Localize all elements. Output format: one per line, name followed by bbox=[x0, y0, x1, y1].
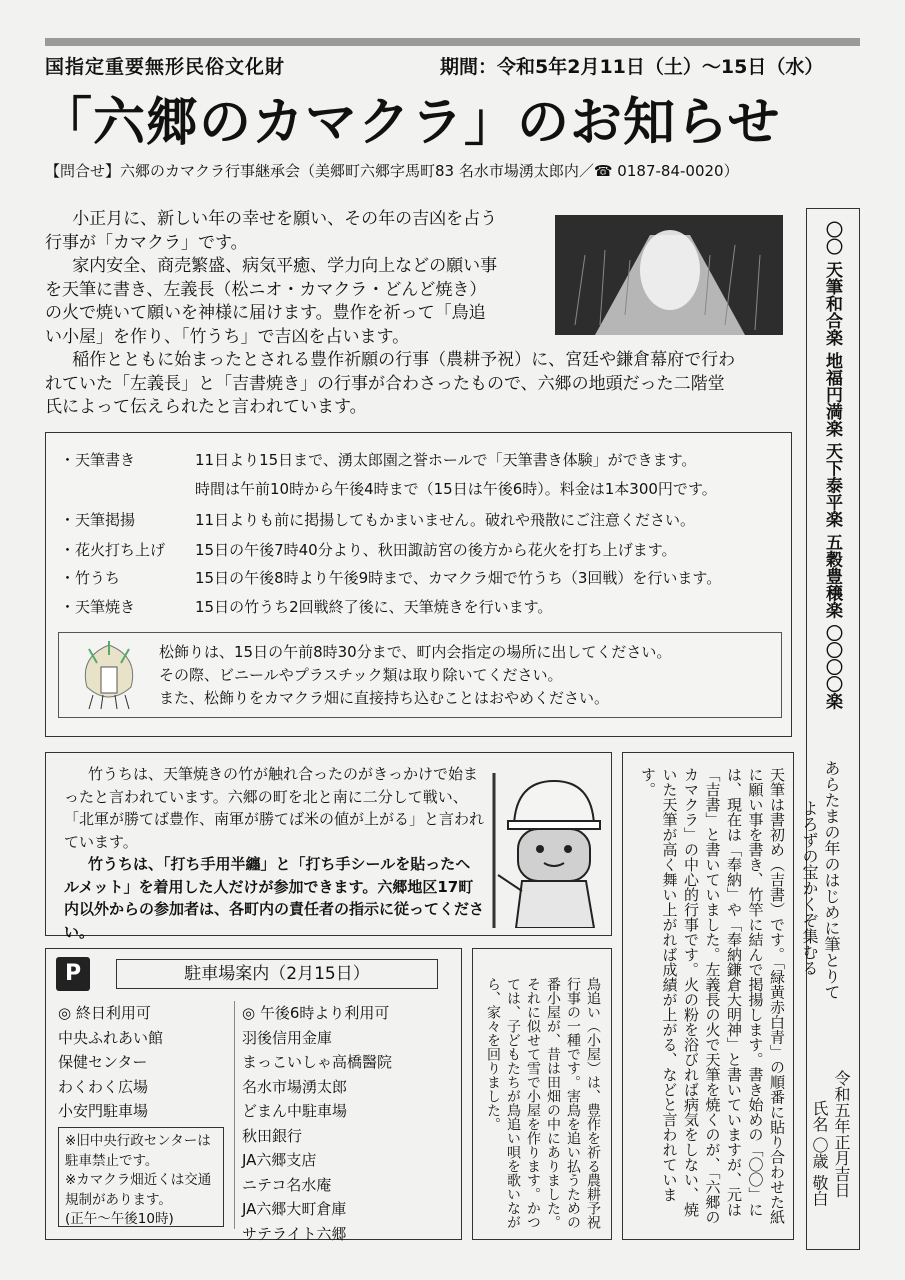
parking-title: 駐車場案内（2月15日） bbox=[116, 959, 438, 989]
org-title: 国指定重要無形民俗文化財 bbox=[45, 56, 286, 78]
parking-box bbox=[45, 948, 462, 1243]
event-label: ・天筆書き bbox=[60, 451, 136, 469]
event-text: 時間は午前10時から午後4時まで（15日は午後6時）。料金は1本300円です。 bbox=[195, 480, 717, 498]
bird-hut-box bbox=[472, 948, 612, 1240]
intro-line: 氏によって伝えられたと言われています。 bbox=[45, 397, 367, 417]
parking-lot: JA六郷支店 bbox=[242, 1151, 317, 1169]
intro-line: い小屋」を作り、「竹うち」で吉凶を占います。 bbox=[45, 326, 410, 347]
pine-line: その際、ビニールやプラスチック類は取り除いてください。 bbox=[159, 666, 563, 684]
parking-lot: サテライト六郷 bbox=[242, 1224, 347, 1243]
helmet-mascot-icon bbox=[486, 763, 604, 928]
date-line: 令和五年正月吉日 bbox=[832, 1070, 851, 1198]
parking-lot: 中央ふれあい館 bbox=[58, 1028, 164, 1047]
parking-lot: 秋田銀行 bbox=[242, 1126, 303, 1145]
parking-note bbox=[58, 1127, 224, 1227]
intro-line: れていた「左義長」と「吉書焼き」の行事が合わさったもので、六郷の地頭だった二階堂 bbox=[45, 373, 725, 394]
bamboo-strike-box bbox=[45, 752, 612, 941]
bamboo-normal: 竹うちは、天筆焼きの竹が触れ合ったのがきっかけで始まったと言われています。六郷の町を北と南に二分して戦い、「北軍が勝てば豊作、南軍が勝てば米の値が上がる」と言われています。 bbox=[64, 765, 485, 851]
pine-line: 松飾りは、15日の午前8時30分まで、町内会指定の場所に出してください。 bbox=[159, 643, 672, 661]
parking-allday-head: ◎ 終日利用可 bbox=[58, 1004, 151, 1022]
event-label: ・天筆焼き bbox=[60, 598, 136, 616]
intro-line: 家内安全、商売繁盛、病気平癒、学力向上などの願い事 bbox=[72, 256, 498, 276]
parking-lot: 保健センター bbox=[58, 1053, 148, 1071]
event-period: 期間：令和5年2月11日（土）～15日（水） bbox=[440, 56, 824, 78]
intro-line: 小正月に、新しい年の幸せを願い、その年の吉凶を占う bbox=[72, 209, 498, 229]
intro-line: 稲作とともに始まったとされる豊作祈願の行事（農耕予祝）に、宮廷や鎌倉幕府で行わ bbox=[72, 350, 736, 370]
parking-evening-list bbox=[242, 1001, 392, 1246]
parking-note-line: ※旧中央行政センターは駐車禁止です。 bbox=[65, 1133, 211, 1169]
tenpitsu-box bbox=[622, 752, 794, 1240]
page-title: 「六郷のカマクラ」のお知らせ bbox=[40, 93, 781, 153]
event-text: 15日の竹うち2回戦終了後に、天筆焼きを行います。 bbox=[195, 598, 553, 616]
parking-allday-list bbox=[58, 1001, 163, 1124]
inquiry-line: 【問合せ】六郷のカマクラ行事継承会（美郷町六郷字馬町83 名水市場湧太郎内／☎ 0187-84-0020） bbox=[45, 162, 739, 180]
bird-hut-text: 鳥追い（小屋）は、豊作を祈る農耕予祝行事の一種です。害鳥を追い払うための番小屋が、昔は田畑の中にありました。それに似せて雪で小屋を作ります。かつては、子どもたちが鳥追い唄を歌いながら、家々を回りました。 bbox=[485, 977, 601, 1229]
bamboo-bold: 竹うちは、「打ち手用半纏」と「打ち手シールを貼ったヘルメット」を着用した人だけが参加できます。六郷地区17町内以外からの参加者は、各町内の責任者の指示に従ってください。 bbox=[64, 855, 485, 941]
parking-divider bbox=[234, 1001, 235, 1229]
parking-icon: P bbox=[56, 957, 90, 991]
parking-lot: JA六郷大町倉庫 bbox=[242, 1200, 347, 1218]
parking-evening-head: ◎ 午後6時より利用可 bbox=[242, 1004, 390, 1022]
event-label: ・天筆掲揚 bbox=[60, 511, 136, 529]
pine-notice bbox=[159, 641, 671, 710]
event-label: ・花火打ち上げ bbox=[60, 541, 166, 559]
intro-line: 行事が「カマクラ」です。 bbox=[45, 232, 248, 253]
event-label: ・竹うち bbox=[60, 569, 121, 587]
parking-note-line: ※カマクラ畑近くは交通規制があります。 bbox=[65, 1172, 212, 1208]
bamboo-text bbox=[64, 763, 484, 943]
parking-lot: まっこいしゃ高橋醫院 bbox=[242, 1053, 393, 1071]
intro-line: の火で焼いて願いを神様に届けます。豊作を祈って「鳥追 bbox=[45, 303, 486, 323]
tenpitsu-text: 天筆は書初め（吉書）です。「緑黄赤白青」の順番に貼り合わせた紙に願い事を書き、竹竿に結んで掲揚します。書き始めの「〇〇」には、現在は「奉納」や「奉納鎌倉大明神」と書いていますが、元は「吉書」と書いていました。左義長の火で天筆を焼くのが、「六郷のカマクラ」の中心的行事です。火の粉を浴びれば病気をしない、焼いた天筆が高く舞い上がれば成績が上がる、などと言われています。 bbox=[639, 767, 786, 1225]
event-text: 15日の午後8時より午後9時まで、カマクラ畑で竹うち（3回戦）を行います。 bbox=[195, 569, 722, 587]
header-rule bbox=[45, 38, 860, 46]
poem-line-2: よろずの宝かくぞ集むる bbox=[800, 800, 819, 976]
intro-line: を天筆に書き、左義長（松ニオ・カマクラ・どんど焼き） bbox=[45, 279, 487, 300]
event-text: 15日の午後7時40分より、秋田諏訪宮の後方から花火を打ち上げます。 bbox=[195, 541, 677, 559]
parking-note-line: (正午～午後10時) bbox=[65, 1211, 174, 1227]
poem-line-1: あらたまの年のはじめに筆とりて bbox=[822, 760, 841, 1000]
pine-line: また、松飾りをカマクラ畑に直接持ち込むことはおやめください。 bbox=[159, 689, 610, 707]
parking-lot: どまん中駐車場 bbox=[242, 1102, 348, 1120]
pine-decoration-box bbox=[58, 632, 782, 718]
parking-lot: ニテコ名水庵 bbox=[242, 1175, 332, 1194]
sample-heading: 〇〇 天筆和合楽 地福円満楽 天下泰平楽 五穀豊穣楽 〇〇〇〇楽 bbox=[822, 221, 842, 710]
pine-decoration-icon bbox=[69, 637, 149, 713]
parking-lot: 名水市場湧太郎 bbox=[242, 1077, 348, 1096]
signature-line: 氏名 〇歳 敬白 bbox=[810, 1100, 829, 1207]
parking-lot: 小安門駐車場 bbox=[58, 1102, 149, 1120]
event-text: 11日より15日まで、湧太郎園之誉ホールで「天筆書き体験」ができます。 bbox=[195, 451, 697, 469]
kamakura-photo bbox=[555, 215, 783, 335]
event-text: 11日よりも前に掲揚してもかまいません。破れや飛散にご注意ください。 bbox=[195, 511, 695, 529]
parking-lot: わくわく広場 bbox=[58, 1077, 149, 1096]
parking-lot: 羽後信用金庫 bbox=[242, 1028, 333, 1047]
